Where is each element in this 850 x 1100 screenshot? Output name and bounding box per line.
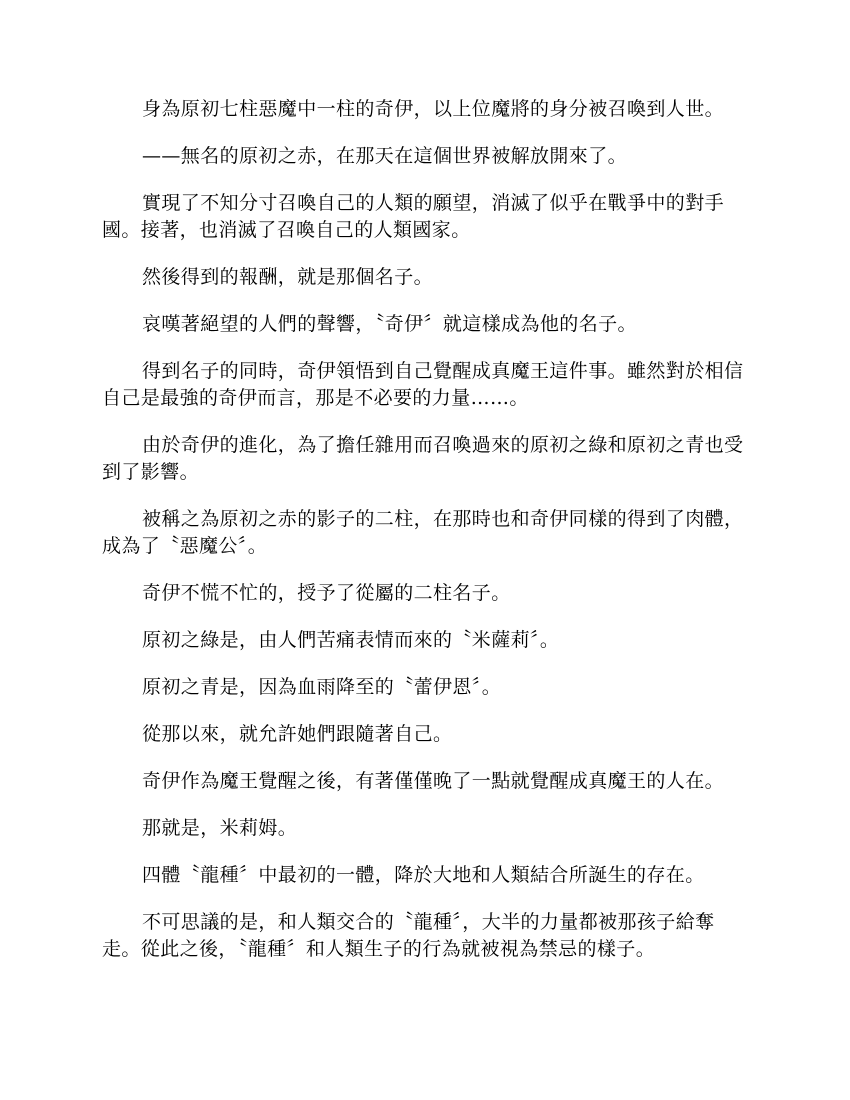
paragraph: 被稱之為原初之赤的影子的二柱，在那時也和奇伊同樣的得到了肉體，成為了〝惡魔公〞。 [102,508,744,557]
paragraph: 身為原初七柱惡魔中一柱的奇伊，以上位魔將的身分被召喚到人世。 [142,98,725,120]
paragraph: 從那以來，就允許她們跟隨著自己。 [142,723,453,745]
paragraph: 不可思議的是，和人類交合的〝龍種〞，大半的力量都被那孩子給奪走。從此之後，〝龍種〞和人類生子的行為就被視為禁忌的樣子。 [102,911,715,960]
paragraph: 由於奇伊的進化，為了擔任雜用而召喚過來的原初之綠和原初之青也受到了影響。 [102,434,744,483]
paragraph: 原初之綠是，由人們苦痛表情而來的〝米薩莉〞。 [142,629,560,651]
paragraph: 奇伊不慌不忙的，授予了從屬的二柱名子。 [142,582,511,604]
paragraph: 然後得到的報酬，就是那個名子。 [142,266,434,288]
paragraph: ——無名的原初之赤，在那天在這個世界被解放開來了。 [142,145,628,167]
paragraph: 哀嘆著絕望的人們的聲響，〝奇伊〞就這樣成為他的名子。 [142,313,637,335]
paragraph: 那就是，米莉姆。 [142,817,298,839]
paragraph: 四體〝龍種〞中最初的一體，降於大地和人類結合所誕生的存在。 [142,864,705,886]
paragraph: 原初之青是，因為血雨降至的〝蕾伊恩〞。 [142,676,502,698]
paragraph: 得到名子的同時，奇伊領悟到自己覺醒成真魔王這件事。雖然對於相信自己是最強的奇伊而言，那是不必要的力量……。 [102,360,744,409]
paragraph: 奇伊作為魔王覺醒之後，有著僅僅晚了一點就覺醒成真魔王的人在。 [142,770,725,792]
paragraph: 實現了不知分寸召喚自己的人類的願望，消滅了似乎在戰爭中的對手國。接著，也消滅了召喚自己的人類國家。 [102,192,725,241]
